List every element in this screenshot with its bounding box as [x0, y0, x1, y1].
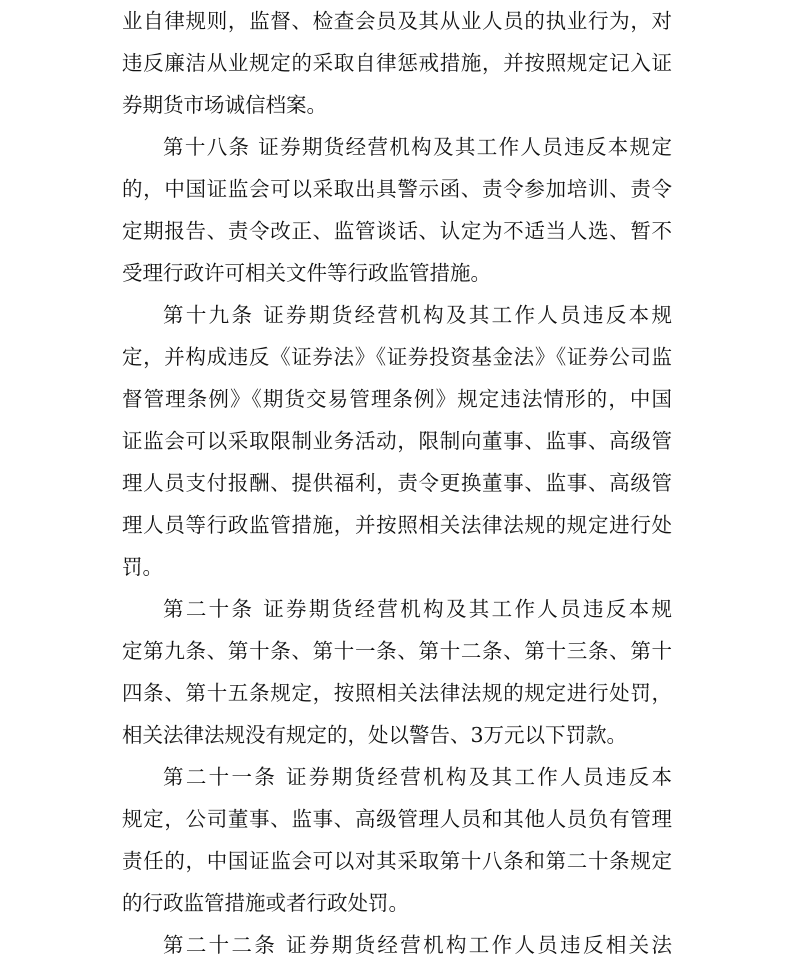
text-line: 证监会可以采取限制业务活动，限制向董事、监事、高级管	[122, 429, 672, 453]
text-line: 定期报告、责令改正、监管谈话、认定为不适当人选、暂不	[122, 219, 672, 243]
text-line: 业自律规则，监督、检查会员及其从业人员的执业行为，对	[122, 9, 672, 33]
text-line: 督管理条例》《期货交易管理条例》规定违法情形的，中国	[122, 387, 672, 411]
article-19-heading-line: 第十九条 证券期货经营机构及其工作人员违反本规	[163, 303, 672, 327]
text-line: 罚。	[122, 555, 163, 579]
text-line: 券期货市场诚信档案。	[122, 93, 327, 117]
text-line: 理人员支付报酬、提供福利，责令更换董事、监事、高级管	[122, 471, 672, 495]
text-line: 的，中国证监会可以采取出具警示函、责令参加培训、责令	[122, 177, 672, 201]
text-line: 定，并构成违反《证券法》《证券投资基金法》《证券公司监	[122, 345, 672, 369]
article-21-heading-line: 第二十一条 证券期货经营机构及其工作人员违反本	[163, 765, 672, 789]
article-18-heading-line: 第十八条 证券期货经营机构及其工作人员违反本规定	[163, 135, 672, 159]
text-line: 的行政监管措施或者行政处罚。	[122, 891, 409, 915]
text-line: 违反廉洁从业规定的采取自律惩戒措施，并按照规定记入证	[122, 51, 672, 75]
text-line: 理人员等行政监管措施，并按照相关法律法规的规定进行处	[122, 513, 672, 537]
document-page	[122, 0, 672, 966]
text-line: 相关法律法规没有规定的，处以警告、3万元以下罚款。	[122, 723, 628, 747]
article-22-heading-line: 第二十二条 证券期货经营机构工作人员违反相关法	[163, 933, 672, 957]
text-line: 定第九条、第十条、第十一条、第十二条、第十三条、第十	[122, 639, 672, 663]
article-20-heading-line: 第二十条 证券期货经营机构及其工作人员违反本规	[163, 597, 672, 621]
text-line: 受理行政许可相关文件等行政监管措施。	[122, 261, 491, 285]
text-line: 四条、第十五条规定，按照相关法律法规的规定进行处罚，	[122, 681, 672, 705]
text-line: 规定，公司董事、监事、高级管理人员和其他人员负有管理	[122, 807, 672, 831]
text-line: 责任的，中国证监会可以对其采取第十八条和第二十条规定	[122, 849, 672, 873]
